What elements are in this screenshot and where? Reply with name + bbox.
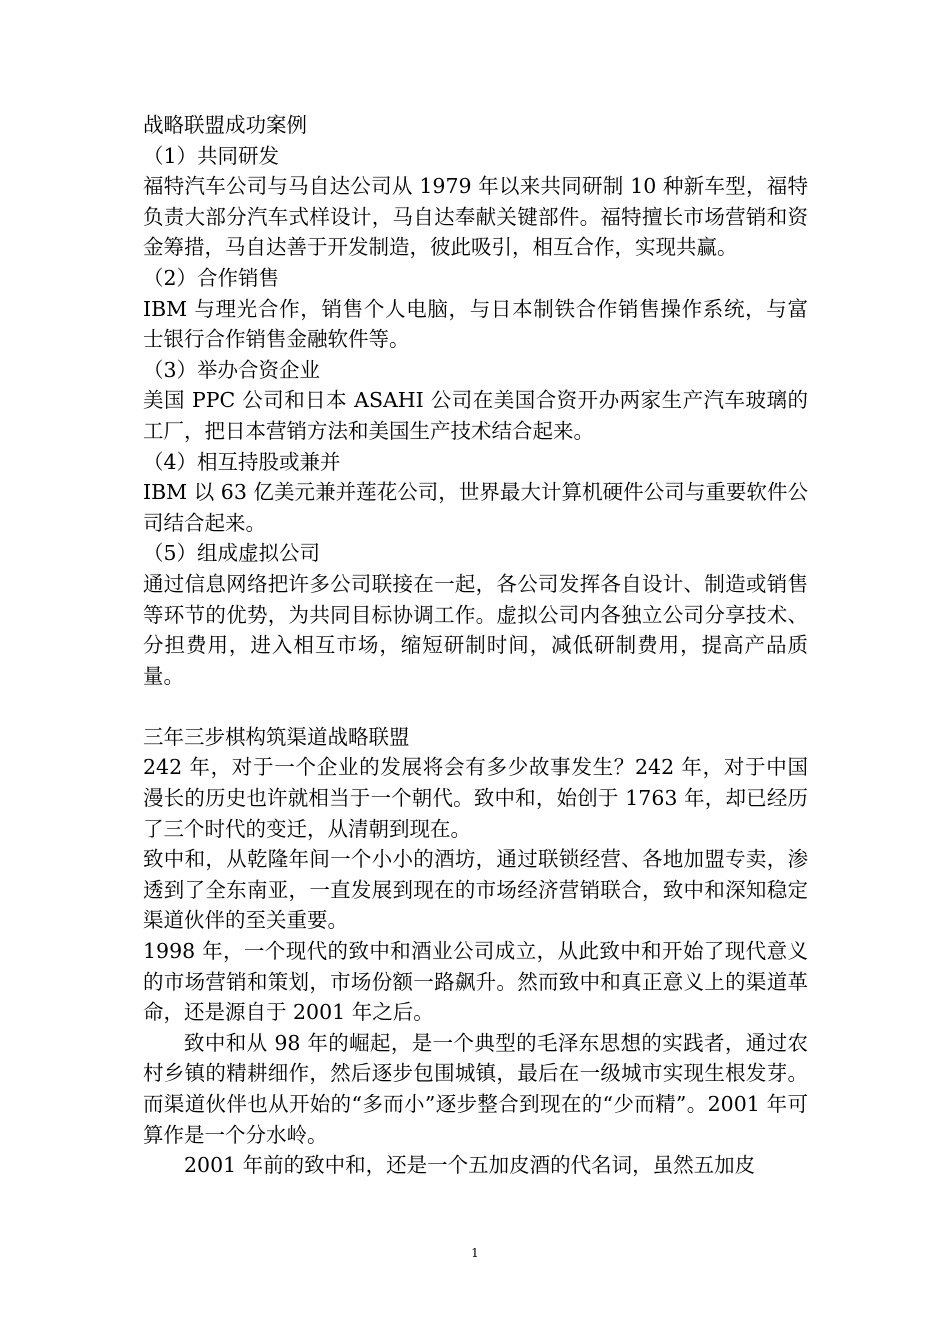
paragraph: 2001 年前的致中和，还是一个五加皮酒的代名词，虽然五加皮 — [184, 1153, 756, 1178]
case-heading: （2）合作销售 — [143, 265, 280, 290]
page-number: 1 — [471, 1246, 479, 1260]
blank-line — [143, 691, 808, 722]
section-title: 三年三步棋构筑渠道战略联盟 — [143, 724, 410, 749]
case-body: 福特汽车公司与马自达公司从 1979 年以来共同研制 10 种新车型，福特负责大部分汽车式样设计，马自达奉献关键部件。福特擅长市场营销和资金筹措，马自达善于开发制造，彼此吸引，相互合作，实现共赢。 — [143, 174, 808, 260]
case-heading: （5）组成虚拟公司 — [143, 541, 321, 566]
case-body: IBM 与理光合作，销售个人电脑，与日本制铁合作销售操作系统，与富士银行合作销售金融软件等。 — [143, 296, 808, 352]
section-title: 战略联盟成功案例 — [143, 113, 307, 137]
case-heading: （3）举办合资企业 — [143, 357, 321, 382]
paragraph: 1998 年，一个现代的致中和酒业公司成立，从此致中和开始了现代意义的市场营销和策划，市场份额一路飙升。然而致中和真正意义上的渠道革命，还是源自于 2001 年之后。 — [143, 939, 808, 1025]
document-body — [143, 110, 808, 1181]
case-body: 通过信息网络把许多公司联接在一起，各公司发挥各自设计、制造或销售等环节的优势，为共同目标协调工作。虚拟公司内各独立公司分享技术、分担费用，进入相互市场，缩短研制时间，减低研制费用，提高产品质量。 — [143, 571, 808, 688]
paragraph: 致中和从 98 年的崛起，是一个典型的毛泽东思想的实践者，通过农村乡镇的精耕细作，然后逐步包围城镇，最后在一级城市实现生根发芽。而渠道伙伴也从开始的“多而小”逐步整合到现在的“少而精”。2001 年可算作是一个分水岭。 — [143, 1030, 808, 1147]
case-body: 美国 PPC 公司和日本 ASAHI 公司在美国合资开办两家生产汽车玻璃的工厂，把日本营销方法和美国生产技术结合起来。 — [143, 388, 808, 443]
case-heading: （4）相互持股或兼并 — [143, 449, 341, 474]
case-body: IBM 以 63 亿美元兼并莲花公司，世界最大计算机硬件公司与重要软件公司结合起来。 — [143, 480, 808, 535]
paragraph: 242 年，对于一个企业的发展将会有多少故事发生？242 年，对于中国漫长的历史也许就相当于一个朝代。致中和，始创于 1763 年，却已经历了三个时代的变迁，从清朝到现在。 — [143, 755, 808, 841]
case-heading: （1）共同研发 — [143, 143, 280, 168]
paragraph: 致中和，从乾隆年间一个小小的酒坊，通过联锁经营、各地加盟专卖，渗透到了全东南亚，一直发展到现在的市场经济营销联合，致中和深知稳定渠道伙伴的至关重要。 — [143, 847, 808, 933]
